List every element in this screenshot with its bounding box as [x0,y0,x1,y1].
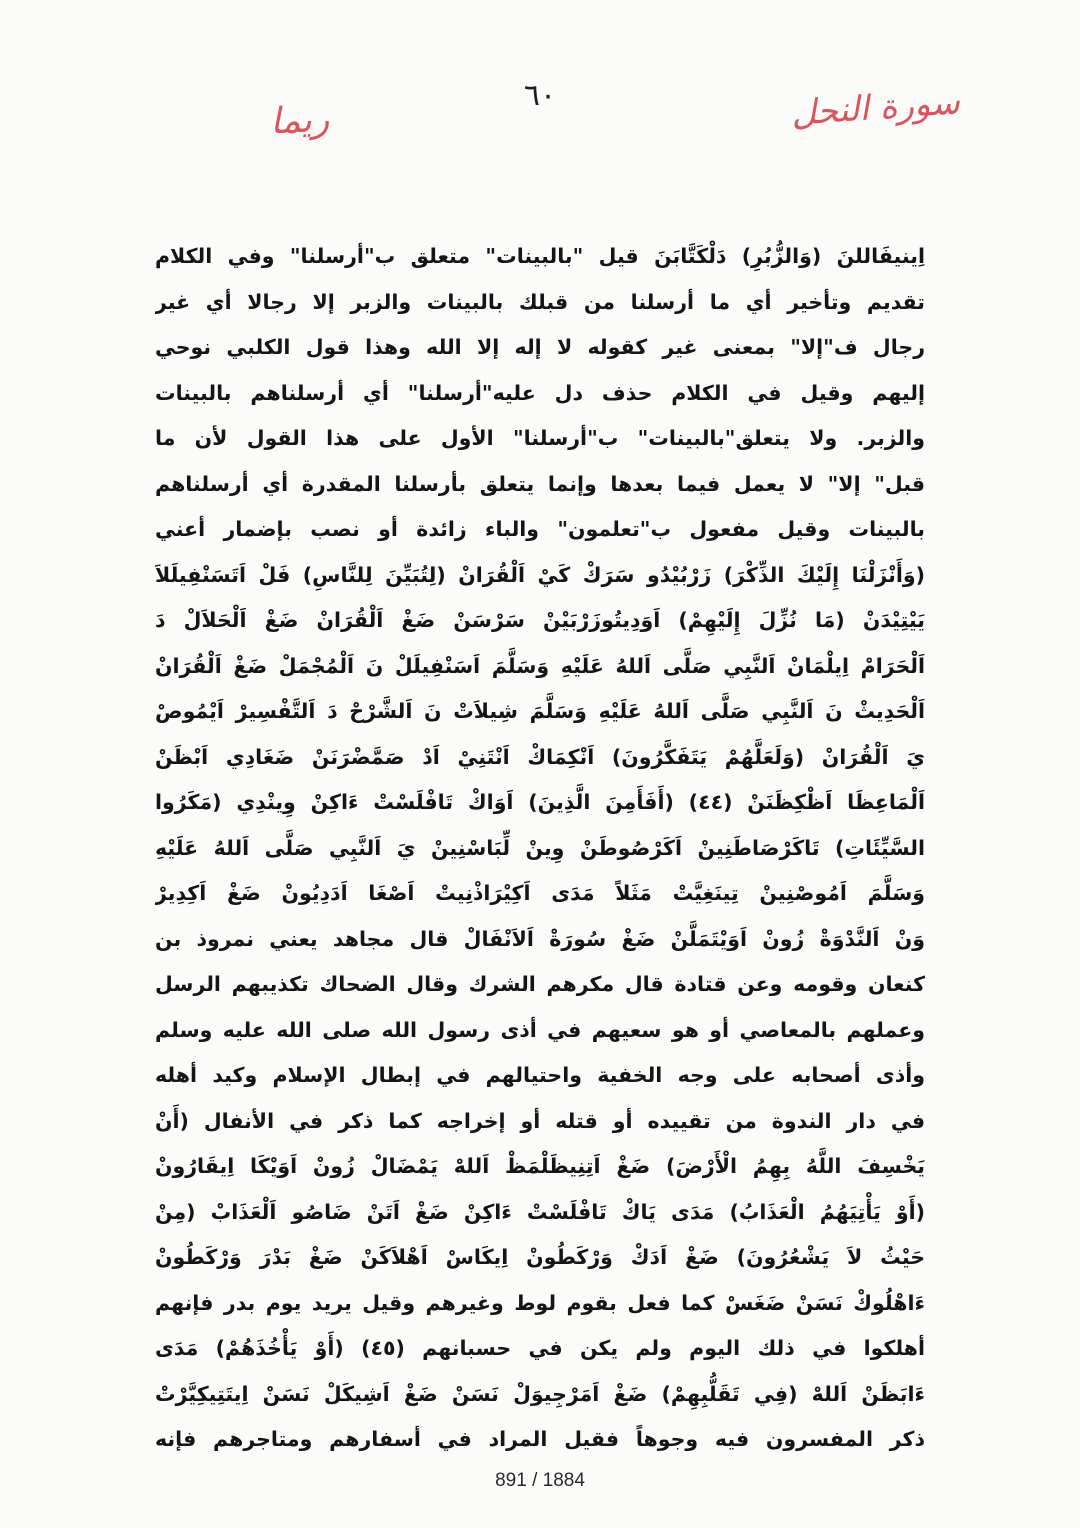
text-line: اَلْحَرَامْ اِيلْمَانْ اَلنَّبِي صَلَّى اَللهُ عَلَيْهِ وَسَلَّمَ اَسَنْفِيلَلْ نَ اَلْمُجْمَلْ ضَغْ اَلْقُرَانْ [155,653,925,678]
text-line: يَ اَلْقُرَانْ (وَلَعَلَّهُمْ يَتَفَكَّرُونَ) اَنْكِمَاكْ اَنْتَنِيْ اَدْ صَمَّضْرَنَنْ ضَغَادِي اَبْظَنْ [155,744,925,769]
text-line: بالبينات وقيل مفعول ب"تعلمون" والباء زائدة أو نصب بإضمار أعني [155,517,925,541]
text-line: (أَوْ يَأْتِيَهُمُ الْعَذَابُ) مَدَى يَاكْ تَافْلَسْتْ ءَاكِنْ ضَغْ اَتَنْ ضَاصُو اَلْعَذَابْ (مِنْ [155,1199,925,1224]
text-line: رجال ف"إلا" بمعنى غير كقوله لا إله إلا الله وهذا قول الكلبي نوحي [155,335,925,359]
text-line: اِينيفَاللنَ (وَالزُّبُرِ) دَلْكَتَّابَنَ قيل "بالبينات" متعلق ب"أرسلنا" وفي الكلام [155,244,925,268]
text-line: إليهم وقيل في الكلام حذف دل عليه"أرسلنا" أي أرسلناهم بالبينات [155,380,925,405]
text-line: ءَابَظَنْ اَللهْ (فِي تَقَلُّبِهِمْ) ضَغْ اَمَرْجِيوَلْ نَسَنْ ضَغْ اَشِيكَلْ نَسَنْ اِيتَتِيكِيَّرْتْ [155,1381,925,1406]
page-counter: 891 / 1884 [495,1470,585,1491]
text-line: وَسَلَّمَ اَمُوصْنِينْ تِينَغِيَّتْ مَثَلاً مَدَى اَكِيْرَاذْنِيتْ اَصْغَا اَدَدِيُونْ ضَغْ اَكِدِيرْ [155,881,925,905]
text-line: وَنْ اَلنَّدْوَةْ زُونْ اَوَيْتَمَلَّنْ ضَغْ سُورَةْ اَلاَنْفَالْ قال مجاهد يعني نمروذ بن [155,926,925,951]
text-line: يَخْسِفَ اللَّهُ بِهِمُ الْأَرْضَ) ضَغْ اَتِنِيظَلْمَظْ اَللهْ يَمْضَالْ زُونْ اَوَيْكَا اِيقَارُونْ [155,1154,925,1178]
text-line: حَيْثُ لاَ يَشْعُرُونَ) ضَغْ اَدَكْ وَرْكَطُونْ اِيكَاسْ اَهْلاَكَنْ ضَغْ بَدْرَ وَرْكَطُونْ [155,1245,925,1269]
text-line: والزبر. ولا يتعلق"بالبينات" ب"أرسلنا" الأول على هذا القول لأن ما [155,426,925,450]
handwritten-surah-note: سورة النحل [789,82,962,134]
text-line: اَلْحَدِيثْ نَ اَلنَّبِي صَلَّى اَللهُ عَلَيْهِ وَسَلَّمَ شِيلاَتْ نَ اَلشَّرْحْ دَ اَلتَّفْسِيرْ اَيْمُوصْ [155,699,925,723]
text-line: في دار الندوة من تقييده أو قتله أو إخراجه كما ذكر في الأنفال (أَنْ [155,1108,925,1133]
page-number: ٦٠ [523,78,557,113]
text-line: اَلْمَاعِظَا اَظْكِظَنَنْ (٤٤) (أَفَأَمِنَ الَّذِينَ) اَوَاكْ تَافْلَسْتْ ءَاكِنْ وِينْدِي (مَكَرُوا [155,790,925,814]
body-text [155,234,925,1463]
text-line: (وَأَنْزَلْنَا إِلَيْكَ الذِّكْرَ) زَرْبُيْدُو سَرَكْ كَيْ اَلْقُرَانْ (لِتُبَيِّنَ لِلنَّاسِ) فَلْ اَتَسَنْفِيلَلاَ [155,562,925,587]
text-line: وعملهم بالمعاصي أو هو سعيهم في أذى رسول الله صلى الله عليه وسلم [155,1017,925,1042]
text-line: كنعان وقومه وعن قتادة قال مكرهم الشرك وقال الضحاك تكذيبهم الرسل [155,972,925,996]
handwritten-name-note: ريما [268,98,331,143]
text-line: قبل" إلا" لا يعمل فيما بعدها وإنما يتعلق بأرسلنا المقدرة أي أرسلناهم [155,471,925,496]
text-line: ءَاهْلُوكْ نَسَنْ ضَغَسْ كما فعل بقوم لوط وغيرهم وقيل يريد يوم بدر فإنهم [155,1290,925,1315]
text-line: السَّيِّئَاتِ) تَاكَرْصَاطَنِينْ اَكَرْصُوطَنْ وِينْ لِّبَاسْنِينْ يَ اَلنَّبِي صَلَّى اَللهُ عَلَيْهِ [155,835,925,860]
text-line: أهلكوا في ذلك اليوم ولم يكن في حسبانهم (٤٥) (أَوْ يَأْخُذَهُمْ) مَدَى [155,1336,925,1360]
text-line: تقديم وتأخير أي ما أرسلنا من قبلك بالبينات والزبر إلا رجالا أي غير [155,289,925,314]
text-line: وأذى أصحابه على وجه الخفية واحتيالهم في إبطال الإسلام وكيد أهله [155,1063,925,1087]
text-line: يَيْتِيْدَنْ (مَا نُزِّلَ إِلَيْهِمْ) اَوَدِيتُوزَرْبَيْنْ سَرْسَنْ ضَغْ اَلْقُرَانْ ضَغْ اَلْحَلاَلْ دَ [155,608,925,632]
text-line: ذكر المفسرون فيه وجوهاً فقيل المراد في أسفارهم ومتاجرهم فإنه [155,1427,925,1451]
